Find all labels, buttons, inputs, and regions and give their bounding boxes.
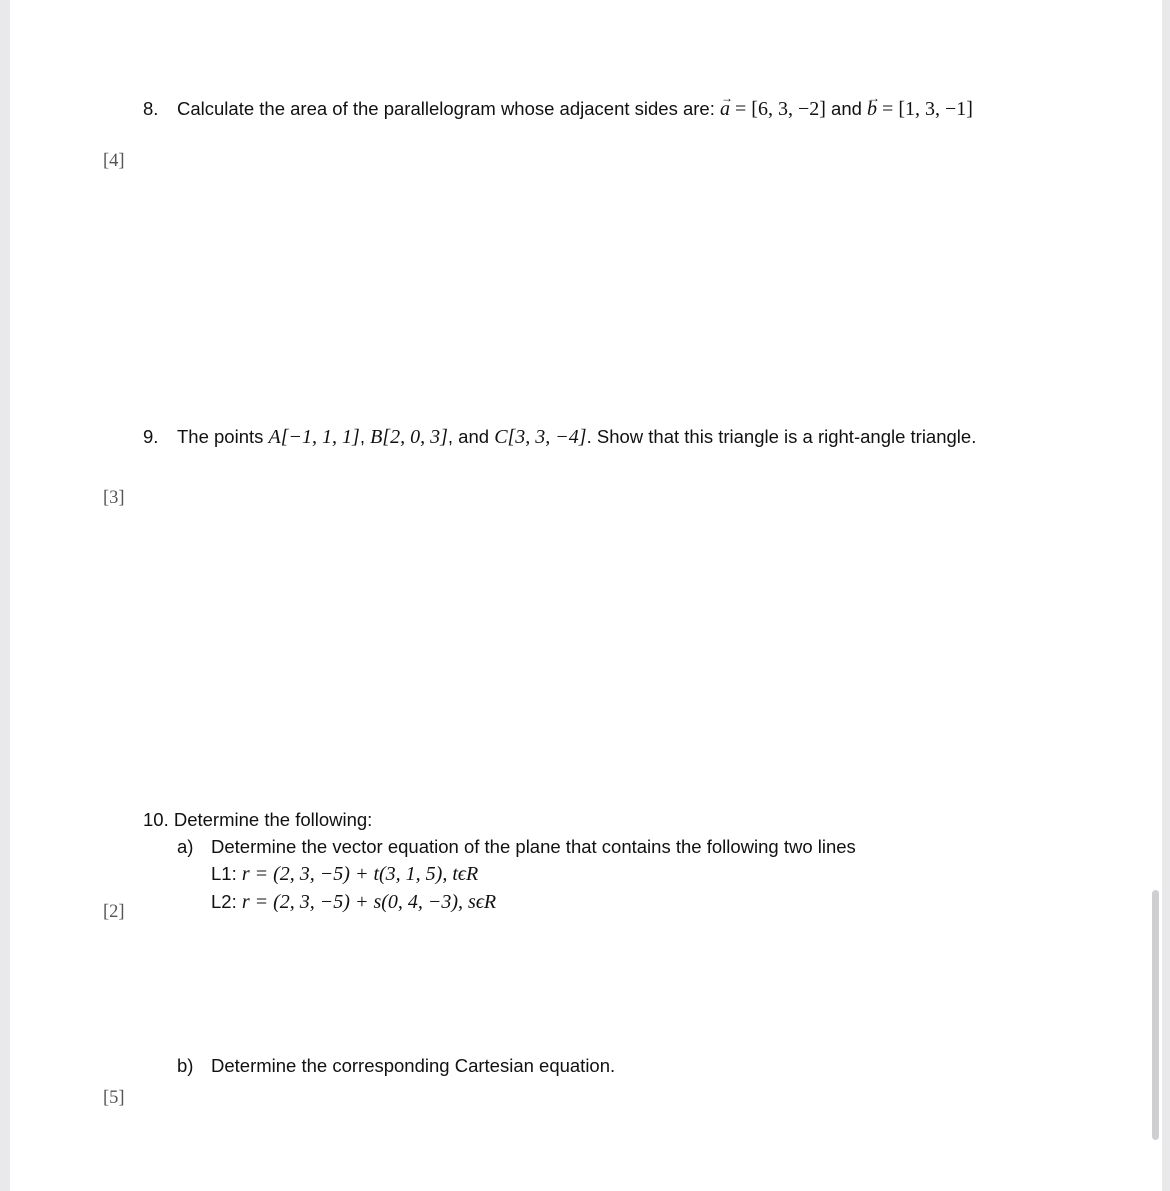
conjunction-text: and [825, 98, 868, 119]
marks-q10b: [5] [103, 1088, 125, 1108]
line-2-eq: r = (2, 3, −5) + s(0, 4, −3), sϵR [241, 891, 497, 913]
vector-b-symbol: b → [867, 98, 877, 120]
point-b: B[2, 0, 3] [370, 426, 448, 448]
vector-a-symbol: a → [720, 98, 730, 120]
marks-q9: [3] [103, 488, 125, 508]
question-8 [143, 98, 973, 120]
part-label: a) [177, 836, 194, 857]
question-text: The points [177, 426, 269, 447]
part-text: Determine the corresponding Cartesian equation. [211, 1055, 616, 1076]
line-1-eq: r = (2, 3, −5) + t(3, 1, 5), tϵR [241, 863, 479, 885]
question-text: . Show that this triangle is a right-angle triangle. [586, 426, 977, 447]
question-9 [143, 426, 976, 448]
separator: , [359, 426, 371, 447]
vertical-scrollbar[interactable] [1152, 890, 1159, 1140]
question-number: 8. [143, 98, 159, 119]
line-2-equation [211, 891, 496, 913]
marks-q8: [4] [103, 151, 125, 171]
part-text: Determine the vector equation of the plane that contains the following two lines [211, 836, 856, 857]
vector-a-value: = [6, 3, −2] [730, 98, 826, 120]
marks-q10a: [2] [103, 902, 125, 922]
question-text: Calculate the area of the parallelogram whose adjacent sides are: [177, 98, 715, 119]
point-c: C[3, 3, −4] [494, 426, 587, 448]
document-page [10, 0, 1162, 1191]
question-10-header: 10. Determine the following: [143, 809, 373, 830]
question-10a [177, 836, 856, 858]
vector-b-value: = [1, 3, −1] [877, 98, 973, 120]
line-2-label: L2: [211, 891, 242, 912]
line-1-label: L1: [211, 863, 242, 884]
question-text: , and [447, 426, 495, 447]
point-a: A[−1, 1, 1] [268, 426, 360, 448]
line-1-equation [211, 863, 478, 885]
part-label: b) [177, 1055, 194, 1076]
question-10b [177, 1055, 615, 1077]
question-number: 9. [143, 426, 159, 447]
